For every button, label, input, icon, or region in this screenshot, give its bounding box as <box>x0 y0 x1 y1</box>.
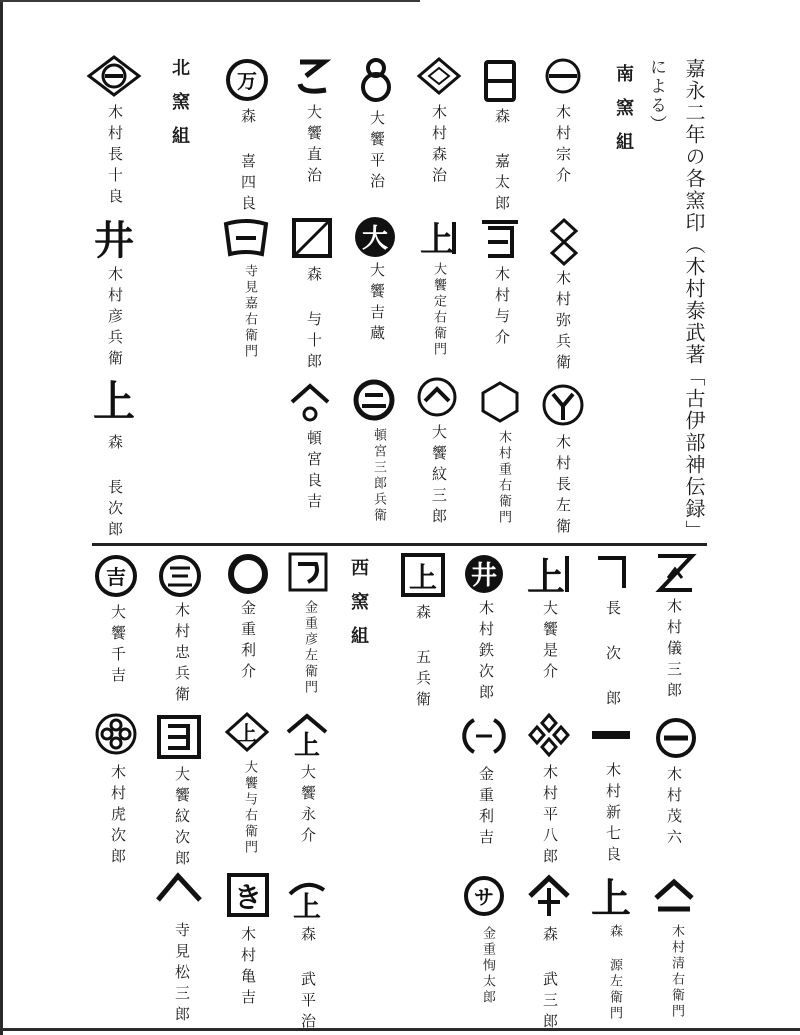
potter-mark-icon <box>226 552 270 596</box>
page-edge-bottom <box>0 1028 800 1031</box>
potter-mark-icon <box>224 712 270 752</box>
section-divider <box>92 543 707 546</box>
potter-name: 木村儀三郎 <box>665 598 683 703</box>
potter-mark-icon <box>286 550 330 594</box>
potter-name: 大饗紋次郎 <box>173 766 191 871</box>
potter-mark-icon <box>588 874 634 922</box>
potter-mark-icon <box>478 380 522 424</box>
potter-mark-icon <box>156 714 202 760</box>
svg-text:上: 上 <box>408 561 438 594</box>
page-edge-left <box>0 0 3 1035</box>
potter-mark-icon <box>352 214 398 260</box>
page-edge-top <box>0 0 420 2</box>
potter-name: 木村虎次郎 <box>109 764 127 869</box>
potter-mark-icon <box>414 218 460 258</box>
potter-mark-icon <box>158 554 202 598</box>
potter-mark-icon <box>526 712 572 758</box>
potter-name: 大饗紋三郎 <box>430 424 448 529</box>
potter-mark-icon <box>90 376 138 426</box>
page-subtitle: による） <box>646 58 666 134</box>
potter-mark-icon <box>592 552 632 592</box>
svg-text:上: 上 <box>92 377 136 426</box>
svg-text:井: 井 <box>94 218 134 264</box>
potter-name: 森 五兵衛 <box>414 604 432 712</box>
svg-text:上: 上 <box>526 555 566 599</box>
potter-name: 頓宮良吉 <box>305 430 323 514</box>
potter-name: 森 与十郎 <box>305 266 323 374</box>
potter-name: 金重利吉 <box>477 766 495 850</box>
potter-mark-icon <box>400 552 446 598</box>
potter-mark-icon <box>86 54 142 98</box>
potter-name: 大饗平治 <box>368 110 386 194</box>
potter-name: 大饗吉蔵 <box>368 262 386 346</box>
potter-mark-icon <box>222 218 270 258</box>
svg-text:上: 上 <box>420 220 454 260</box>
potter-name: 森 嘉太郎 <box>493 108 511 216</box>
potter-name: 木村弥兵衛 <box>554 270 572 375</box>
group-label-west: 西窯組 <box>348 558 369 660</box>
svg-text:サ: サ <box>474 885 494 909</box>
potter-name: 木村清右衛門 <box>669 924 684 1020</box>
potter-name: 木村鉄次郎 <box>477 600 495 705</box>
potter-name: 寺見嘉右衛門 <box>242 264 257 360</box>
potter-name: 頓宮三郎兵衛 <box>371 428 386 524</box>
potter-name: 森 長次郎 <box>106 434 124 542</box>
potter-mark-icon <box>462 874 506 918</box>
potter-name: 森 武平治 <box>299 926 317 1034</box>
potter-mark-icon <box>292 54 332 98</box>
potter-mark-icon <box>654 716 698 760</box>
potter-mark-icon <box>154 870 204 906</box>
potter-name: 大饗永介 <box>299 764 317 848</box>
potter-mark-icon <box>225 58 269 102</box>
potter-mark-icon <box>284 874 330 923</box>
page-title: 嘉永二年の各窯印（木村泰武著「古伊部神伝録」 <box>682 58 706 542</box>
potter-mark-icon <box>460 714 508 758</box>
potter-name: 大饗千吉 <box>109 604 127 688</box>
svg-text:き: き <box>233 881 263 914</box>
svg-text:大: 大 <box>361 224 389 254</box>
potter-mark-icon <box>650 876 698 916</box>
potter-mark-icon <box>478 218 522 262</box>
potter-name: 木村亀吉 <box>239 926 257 1010</box>
potter-mark-icon <box>290 216 334 260</box>
potter-name: 木村忠兵衛 <box>173 602 191 707</box>
potter-mark-icon <box>541 54 585 98</box>
potter-name: 大饗是介 <box>541 600 559 684</box>
potter-mark-icon <box>652 552 698 594</box>
svg-text:上: 上 <box>237 721 257 745</box>
potter-name: 寺見松三郎 <box>173 922 191 1027</box>
potter-name: 金重利介 <box>239 600 257 684</box>
group-label-south: 南窯組 <box>613 64 634 166</box>
svg-text:万: 万 <box>237 69 257 93</box>
potter-mark-icon <box>226 872 270 918</box>
group-label-north: 北窯組 <box>169 58 190 160</box>
potter-mark-icon <box>356 54 396 104</box>
potter-name: 木村新七良 <box>604 762 622 867</box>
potter-name: 森 源左衛門 <box>607 924 622 1022</box>
potter-name: 大饗定右衛門 <box>431 262 446 358</box>
potter-name: 木村平八郎 <box>541 764 559 869</box>
potter-name: 木村宗介 <box>554 104 572 188</box>
svg-text:井: 井 <box>470 561 498 591</box>
potter-name: 大饗与右衛門 <box>242 760 257 856</box>
potter-mark-icon <box>480 58 520 104</box>
potter-mark-icon <box>94 712 138 756</box>
potter-mark-icon <box>92 216 136 264</box>
svg-text:上: 上 <box>293 731 321 761</box>
potter-name: 木村与介 <box>493 266 511 350</box>
potter-mark-icon <box>288 380 332 424</box>
potter-mark-icon <box>588 718 634 752</box>
potter-mark-icon <box>526 552 572 599</box>
potter-mark-icon <box>526 874 572 920</box>
potter-mark-icon <box>462 552 506 596</box>
svg-text:吉: 吉 <box>106 565 126 589</box>
potter-name: 大饗直治 <box>305 104 323 188</box>
potter-name: 長 次 郎 <box>604 600 622 711</box>
potter-mark-icon <box>546 218 582 266</box>
potter-name: 金重彦左衛門 <box>302 600 317 696</box>
potter-name: 木村長十良 <box>106 104 124 209</box>
potter-mark-icon <box>352 378 396 422</box>
potter-name: 木村長左衛 <box>554 434 572 539</box>
svg-text:上: 上 <box>591 876 631 922</box>
potter-mark-icon <box>94 554 138 598</box>
svg-text:上: 上 <box>292 890 322 923</box>
potter-mark-icon <box>416 56 462 96</box>
potter-mark-icon <box>284 712 330 761</box>
potter-name: 木村重右衛門 <box>496 430 511 526</box>
potter-name: 木村茂六 <box>665 766 683 850</box>
potter-name: 木村彦兵衛 <box>106 266 124 371</box>
potter-name: 金重恂太郎 <box>480 926 495 1006</box>
potter-mark-icon <box>416 376 458 418</box>
potter-mark-icon <box>540 382 586 428</box>
potter-name: 森 武三郎 <box>541 926 559 1034</box>
potter-name: 森 喜四良 <box>239 108 257 216</box>
potter-name: 木村森治 <box>430 104 448 188</box>
